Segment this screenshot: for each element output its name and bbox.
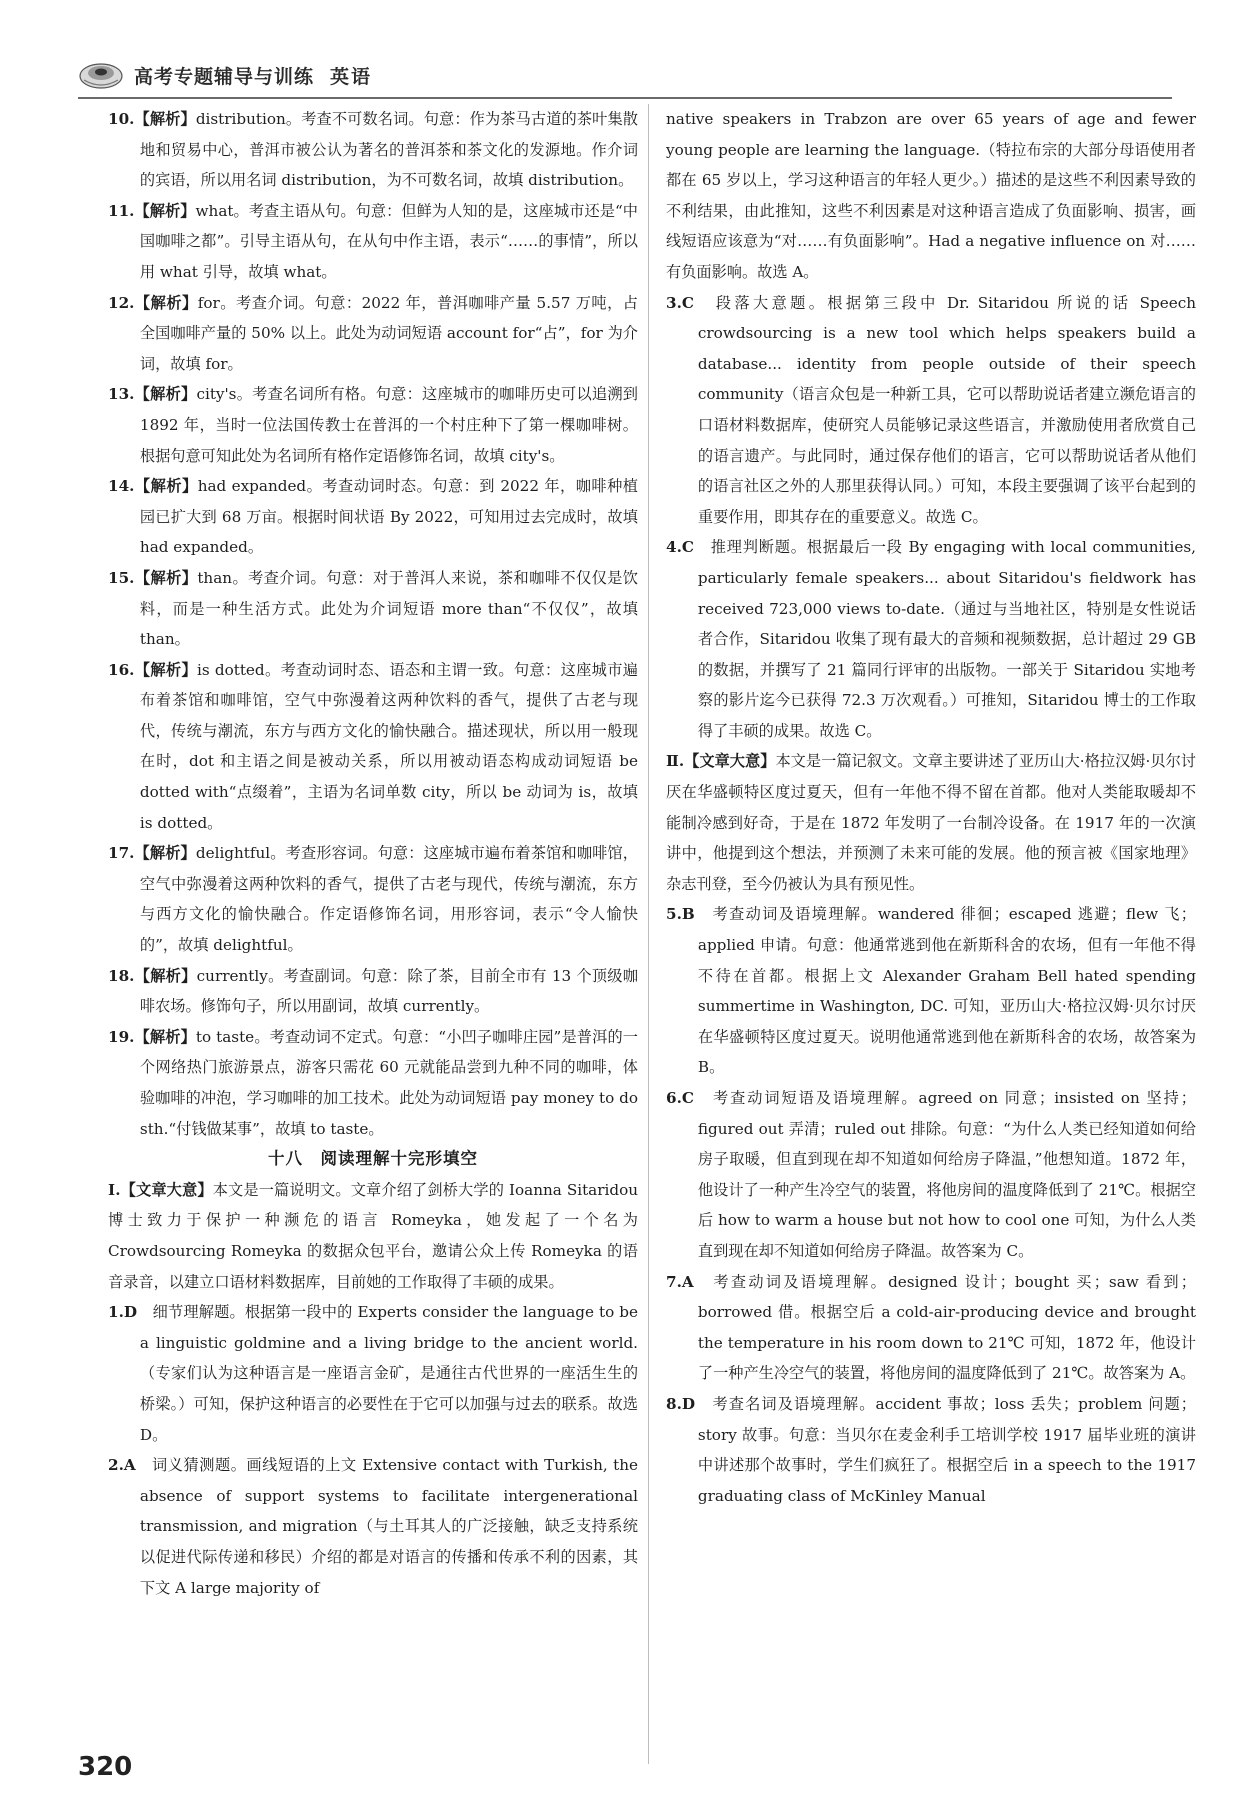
answer-entry xyxy=(108,961,638,1022)
answer-label: 1.D xyxy=(108,1303,138,1322)
answer-label: 18.【解析】 xyxy=(108,966,197,985)
answer-label: 3.C xyxy=(666,293,694,312)
answer-entry xyxy=(666,1267,1196,1389)
answer-label: 11.【解析】 xyxy=(108,201,196,220)
answer-text: currently。考查副词。句意：除了茶，目前全市有 13 个顶级咖啡农场。修饰句子，所以用副词，故填 currently。 xyxy=(139,966,638,1016)
answer-entry xyxy=(108,655,638,839)
answer-entry xyxy=(108,288,638,380)
page-number: 320 xyxy=(78,1752,133,1782)
answer-text: 考查名词及语境理解。accident 事故；loss 丢失；problem 问题；story 故事。句意：当贝尔在麦金利手工培训学校 1917 届毕业班的演讲中讲述那个故事时，学生们疯狂了。根据空后 in a speech to the 1917 graduating class of McKinley Manual xyxy=(695,1394,1196,1505)
answer-label: 17.【解析】 xyxy=(108,844,196,863)
answer-entry xyxy=(108,1297,638,1450)
answer-text: 词义猜测题。画线短语的上文 Extensive contact with Turkish, the absence of support systems to facilitate intergenerational transmission, and migration（与土耳其人的广泛接触，缺乏支持系统以促进代际传递和移民）介绍的都是对语言的传播和传承不利的因素，其下文 A large majority of xyxy=(135,1456,638,1597)
book-logo-icon xyxy=(78,60,124,90)
answer-entry xyxy=(666,1389,1196,1511)
answer-entry xyxy=(108,563,638,655)
section-heading: 十八 阅读理解十完形填空 xyxy=(268,1149,478,1169)
answer-entry xyxy=(108,379,638,471)
answer-text: what。考查主语从句。句意：但鲜为人知的是，这座城市还是“中国咖啡之都”。引导主语从句，在从句中作主语，表示“……的事情”，所以用 what 引导，故填 what。 xyxy=(139,201,638,281)
answer-text: 本文是一篇记叙文。文章主要讲述了亚历山大·格拉汉姆·贝尔讨厌在华盛顿特区度过夏天，但有一年他不得不留在首都。他对人类能取暖却不能制冷感到好奇，于是在 1872 年发明了一台制冷设备。在 1917 年的一次演讲中，他提到这个想法，并预测了未来可能的发展。他的预言被《国家地理》杂志刊登，至今仍被认为具有预见性。 xyxy=(666,752,1196,893)
left-column xyxy=(108,104,638,1603)
answer-entry xyxy=(108,1022,638,1144)
header-rule xyxy=(78,97,1172,99)
answer-text: delightful。考查形容词。句意：这座城市遍布着茶馆和咖啡馆，空气中弥漫着这两种饮料的香气，提供了古老与现代，传统与潮流，东方与西方文化的愉快融合。作定语修饰名词，用形容词，表示“令人愉快的”，故填 delightful。 xyxy=(139,844,638,955)
answer-entry xyxy=(666,104,1196,288)
answer-label: 10.【解析】 xyxy=(108,110,196,128)
answer-label: 2.A xyxy=(108,1456,136,1475)
answer-text: to taste。考查动词不定式。句意：“小凹子咖啡庄园”是普洱的一个网络热门旅游景点，游客只需花 60 元就能品尝到九种不同的咖啡，体验咖啡的冲泡，学习咖啡的加工技术。此处为动词短语 pay money to do sth.“付钱做某事”，故填 to taste。 xyxy=(139,1027,638,1138)
book-subject: 英语 xyxy=(330,65,373,88)
answer-entry xyxy=(108,104,638,196)
answer-label: Ⅱ.【文章大意】 xyxy=(666,752,776,771)
answer-label: 8.D xyxy=(666,1394,696,1413)
answer-label: 4.C xyxy=(666,538,694,557)
column-divider xyxy=(648,104,649,1764)
answer-text: 考查动词及语境理解。wandered 徘徊；escaped 逃避；flew 飞；applied 申请。句意：他通常逃到他在新斯科舍的农场，但有一年他不得不待在首都。根据上文 Alexander Graham Bell hated spending summertime in Washington, DC. 可知，亚历山大·格拉汉姆·贝尔讨厌在华盛顿特区度过夏天。说明他通常逃到他在新斯科舍的农场，故答案为 B。 xyxy=(694,905,1196,1077)
answer-label: 7.A xyxy=(666,1272,694,1291)
answer-text: 考查动词短语及语境理解。agreed on 同意；insisted on 坚持；figured out 弄清；ruled out 排除。句意：“为什么人类已经知道如何给房子取暖，但直到现在却不知道如何给房子降温，”他想知道。1872 年，他设计了一种产生冷空气的装置，将他房间的温度降低到了 21℃。根据空后 how to warm a house but not how to cool one 可知，为什么人类直到现在却不知道如何给房子降温。故答案为 C。 xyxy=(693,1089,1196,1260)
answer-label: 15.【解析】 xyxy=(108,568,198,587)
answer-text: distribution。考查不可数名词。句意：作为茶马古道的茶叶集散地和贸易中心，普洱市被公认为著名的普洱茶和茶文化的发源地。作介词的宾语，所以用名词 distribution，为不可数名词，故填 distribution。 xyxy=(139,110,638,190)
answer-label: 13.【解析】 xyxy=(108,385,197,404)
answer-entry xyxy=(666,1083,1196,1267)
answer-label: 19.【解析】 xyxy=(108,1027,196,1046)
answer-label: 6.C xyxy=(666,1089,694,1107)
answer-label: 16.【解析】 xyxy=(108,660,198,679)
answer-text: 段落大意题。根据第三段中 Dr. Sitaridou 所说的话 Speech crowdsourcing is a new tool which helps speakers build a database... identity from people outside of their speech community（语言众包是一种新工具，它可以帮助说话者建立濒危语言的口语材料数据库，使研究人员能够记录这些语言，并激励使用者欣赏自己的语言遗产。与此同时，通过保存他们的语言，它可以帮助说话者从他们的语言社区之外的人那里获得认同。）可知，本段主要强调了该平台起到的重要作用，即其存在的重要意义。故选 C。 xyxy=(693,293,1196,526)
answer-label: 14.【解析】 xyxy=(108,477,198,496)
answer-entry xyxy=(666,899,1196,1083)
answer-text: city's。考查名词所有格。句意：这座城市的咖啡历史可以追溯到 1892 年，当时一位法国传教士在普洱的一个村庄种下了第一棵咖啡树。根据句意可知此处为名词所有格作定语修饰名词，故填 city's。 xyxy=(139,385,638,465)
answer-entry xyxy=(108,471,638,563)
page-header xyxy=(78,56,1172,94)
book-title: 高考专题辅导与训练 xyxy=(134,65,315,88)
answer-entry xyxy=(108,1450,638,1603)
answer-text: native speakers in Trabzon are over 65 years of age and fewer young people are learning the language.（特拉布宗的大部分母语使用者都在 65 岁以上，学习这种语言的年轻人更少。）描述的是这些不利因素导致的不利结果，由此推知，这些不利因素是对这种语言造成了负面影响、损害，画线短语应该意为“对……有负面影响”。Had a negative influence on 对……有负面影响。故选 A。 xyxy=(666,110,1196,281)
answer-text: 考查动词及语境理解。designed 设计；bought 买；saw 看到；borrowed 借。根据空后 a cold-air-producing device and brought the temperature in his room down to 21℃ 可知，1872 年，他设计了一种产生冷空气的装置，将他房间的温度降低到了 21℃。故答案为 A。 xyxy=(693,1272,1196,1383)
answer-entry xyxy=(666,532,1196,746)
right-column xyxy=(666,104,1196,1511)
answer-text: 细节理解题。根据第一段中的 Experts consider the language to be a linguistic goldmine and a living bridge to the ancient world.（专家们认为这种语言是一座语言金矿，是通往古代世界的一座活生生的桥梁。）可知，保护这种语言的必要性在于它可以加强与过去的联系。故选 D。 xyxy=(137,1303,638,1444)
answer-label: 12.【解析】 xyxy=(108,293,198,312)
answer-entry xyxy=(108,838,638,960)
passage-summary xyxy=(108,1175,638,1297)
answer-entry xyxy=(108,196,638,288)
passage-summary xyxy=(666,746,1196,899)
answer-label: 5.B xyxy=(666,905,695,924)
answer-entry xyxy=(666,288,1196,533)
answer-text: 本文是一篇说明文。文章介绍了剑桥大学的 Ioanna Sitaridou 博士致力于保护一种濒危的语言 Romeyka，她发起了一个名为 Crowdsourcing Romeyka 的数据众包平台，邀请公众上传 Romeyka 的语音录音，以建立口语材料数据库，目前她的工作取得了丰硕的成果。 xyxy=(108,1180,638,1291)
answer-text: 推理判断题。根据最后一段 By engaging with local communities, particularly female speakers... about Sitaridou's fieldwork has received 723,000 views to-date.（通过与当地社区，特别是女性说话者合作，Sitaridou 收集了现有最大的音频和视频数据，总计超过 29 GB 的数据，并撰写了 21 篇同行评审的出版物。一部关于 Sitaridou 实地考察的影片迄今已获得 72.3 万次观看。）可推知，Sitaridou 博士的工作取得了丰硕的成果。故选 C。 xyxy=(693,538,1196,740)
answer-label: Ⅰ.【文章大意】 xyxy=(108,1180,213,1199)
answer-text: had expanded。考查动词时态。句意：到 2022 年，咖啡种植园已扩大到 68 万亩。根据时间状语 By 2022，可知用过去完成时，故填 had expanded。 xyxy=(139,477,638,557)
answer-text: than。考查介词。句意：对于普洱人来说，茶和咖啡不仅仅是饮料，而是一种生活方式。此处为介词短语 more than“不仅仅”，故填 than。 xyxy=(139,568,638,649)
answer-text: is dotted。考查动词时态、语态和主谓一致。句意：这座城市遍布着茶馆和咖啡馆，空气中弥漫着这两种饮料的香气，提供了古老与现代，传统与潮流，东方与西方文化的愉快融合。描述现状，所以用一般现在时，dot 和主语之间是被动关系，所以用被动语态构成动词短语 be dotted with“点缀着”，主语为名词单数 city，所以 be 动词为 is，故填 is dotted。 xyxy=(139,660,638,832)
answer-text: for。考查介词。句意：2022 年，普洱咖啡产量 5.57 万吨，占全国咖啡产量的 50% 以上。此处为动词短语 account for“占”，for 为介词，故填 for。 xyxy=(139,293,638,373)
